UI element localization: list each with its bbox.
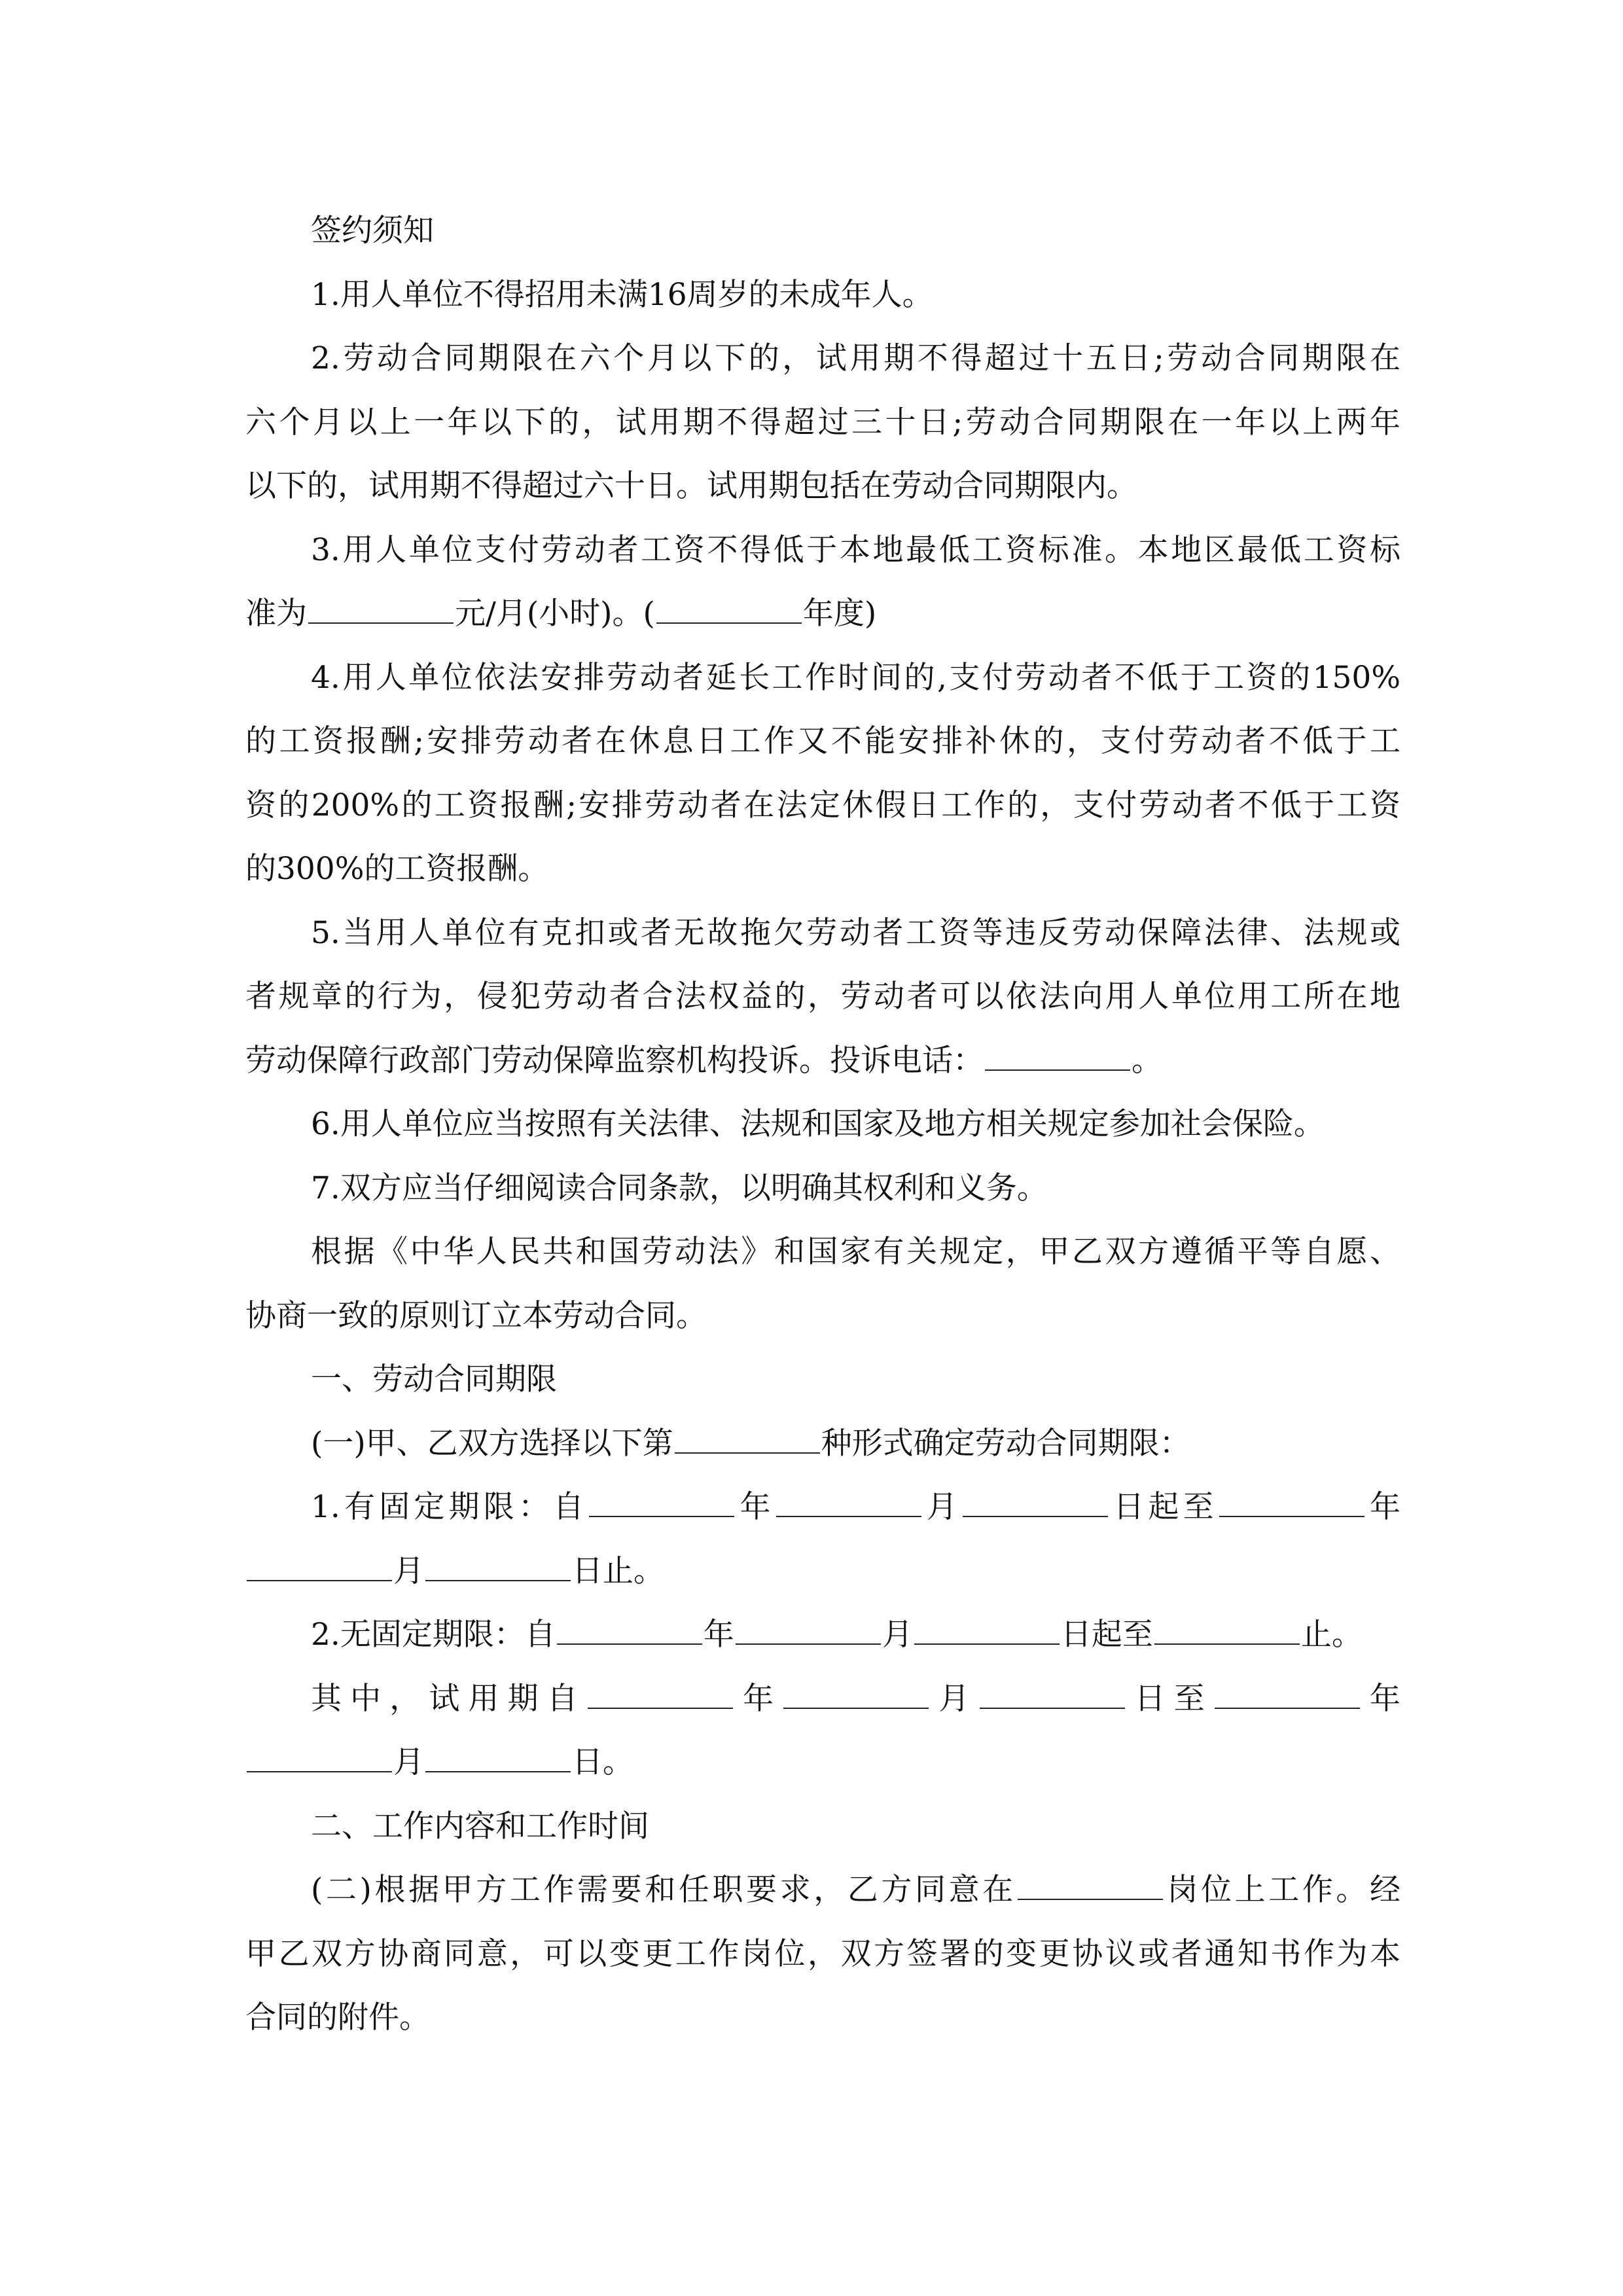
fill-in-blank[interactable]	[980, 1677, 1125, 1709]
text-segment: 年	[1361, 1680, 1401, 1717]
text-segment: 元/月(小时)。(	[455, 596, 655, 632]
fill-in-blank[interactable]	[985, 1039, 1130, 1071]
text-segment: 年	[734, 1680, 783, 1717]
text-segment: 二、工作内容和工作时间	[311, 1808, 649, 1844]
text-segment: 签约须知	[311, 213, 434, 249]
text-segment: 岗位上工作。经	[1164, 1872, 1401, 1908]
text-segment: 3.用人单位支付劳动者工资不得低于本地最低工资标准。本地区最低工资标	[311, 531, 1400, 568]
text-line	[245, 272, 1400, 336]
text-line	[245, 463, 1400, 528]
text-segment: 日止。	[572, 1552, 664, 1589]
fill-in-blank[interactable]	[783, 1677, 929, 1709]
text-line	[245, 910, 1400, 975]
text-line	[245, 1931, 1400, 1996]
text-line	[245, 1293, 1400, 1357]
text-segment: 日。	[572, 1744, 633, 1780]
fill-in-blank[interactable]	[736, 1613, 881, 1645]
text-segment: 4.用人单位依法安排劳动者延长工作时间的,支付劳动者不低于工资的150%	[311, 659, 1400, 696]
fill-in-blank[interactable]	[308, 592, 454, 624]
text-segment: 月	[882, 1617, 913, 1653]
text-line	[245, 1166, 1400, 1230]
text-line	[245, 528, 1400, 592]
text-segment: 资的200%的工资报酬;安排劳动者在法定休假日工作的，支付劳动者不低于工资	[245, 787, 1400, 823]
text-segment: 年度)	[802, 596, 877, 632]
text-line	[245, 1867, 1400, 1931]
text-line	[245, 1484, 1400, 1549]
text-segment: 合同的附件。	[245, 2000, 430, 2036]
text-segment: 种形式确定劳动合同期限：	[821, 1425, 1190, 1462]
text-segment: 甲乙双方协商同意，可以变更工作岗位，双方签署的变更协议或者通知书作为本	[245, 1935, 1400, 1972]
fill-in-blank[interactable]	[963, 1486, 1108, 1517]
fill-in-blank[interactable]	[914, 1613, 1060, 1645]
text-line	[245, 974, 1400, 1038]
fill-in-blank[interactable]	[1018, 1869, 1163, 1900]
text-segment: 劳动保障行政部门劳动保障监察机构投诉。投诉电话：	[245, 1042, 984, 1079]
fill-in-blank[interactable]	[557, 1613, 702, 1645]
text-segment: 6.用人单位应当按照有关法律、法规和国家及地方相关规定参加社会保险。	[311, 1106, 1325, 1142]
text-segment: 止。	[1300, 1617, 1363, 1653]
text-segment: 的300%的工资报酬。	[245, 851, 549, 887]
fill-in-blank[interactable]	[247, 1741, 392, 1772]
fill-in-blank[interactable]	[1154, 1613, 1300, 1645]
fill-in-blank[interactable]	[1215, 1677, 1360, 1709]
text-segment: 准为	[245, 596, 307, 632]
fill-in-blank[interactable]	[589, 1486, 734, 1517]
text-line	[245, 1357, 1400, 1421]
fill-in-blank[interactable]	[656, 592, 802, 624]
fill-in-blank[interactable]	[247, 1550, 392, 1581]
text-segment: 月	[393, 1552, 424, 1589]
text-line	[245, 719, 1400, 783]
text-segment: 2.劳动合同期限在六个月以下的，试用期不得超过十五日;劳动合同期限在	[311, 340, 1400, 376]
fill-in-blank[interactable]	[776, 1486, 921, 1517]
text-line	[245, 1995, 1400, 2059]
fill-in-blank[interactable]	[1219, 1486, 1364, 1517]
text-segment: 六个月以上一年以下的，试用期不得超过三十日;劳动合同期限在一年以上两年	[245, 404, 1400, 440]
text-segment: 5.当用人单位有克扣或者无故拖欠劳动者工资等违反劳动保障法律、法规或	[311, 914, 1400, 951]
text-line	[245, 846, 1400, 910]
text-segment: (一)甲、乙双方选择以下第	[311, 1425, 673, 1462]
text-segment: 7.双方应当仔细阅读合同条款，以明确其权利和义务。	[311, 1170, 1048, 1206]
text-segment: 的工资报酬;安排劳动者在休息日工作又不能安排补休的，支付劳动者不低于工	[245, 723, 1400, 759]
text-segment: 月	[922, 1489, 962, 1525]
text-segment: 者规章的行为，侵犯劳动者合法权益的，劳动者可以依法向用人单位用工所在地	[245, 978, 1400, 1014]
text-segment: 月	[930, 1680, 978, 1717]
text-segment: 日起至	[1060, 1617, 1153, 1653]
text-segment: 年	[703, 1617, 734, 1653]
text-segment: (二)根据甲方工作需要和任职要求，乙方同意在	[311, 1872, 1016, 1908]
text-segment: 根据《中华人民共和国劳动法》和国家有关规定，甲乙双方遵循平等自愿、	[311, 1234, 1400, 1270]
text-line	[245, 1038, 1400, 1102]
text-line	[245, 1804, 1400, 1868]
fill-in-blank[interactable]	[425, 1550, 571, 1581]
fill-in-blank[interactable]	[588, 1677, 733, 1709]
text-line	[245, 208, 1400, 272]
text-segment: 1.有固定期限：自	[311, 1489, 588, 1525]
text-segment: 。	[1132, 1042, 1162, 1079]
text-segment: 月	[393, 1744, 424, 1780]
text-line	[245, 400, 1400, 464]
text-line	[245, 1740, 1400, 1804]
text-line	[245, 1102, 1400, 1166]
text-line	[245, 1676, 1400, 1740]
text-line	[245, 783, 1400, 847]
text-line	[245, 655, 1400, 719]
text-line	[245, 1612, 1400, 1676]
text-segment: 其中，试用期自	[311, 1680, 586, 1717]
text-line	[245, 1549, 1400, 1613]
text-segment: 一、劳动合同期限	[311, 1361, 557, 1397]
text-segment: 2.无固定期限：自	[311, 1617, 556, 1653]
fill-in-blank[interactable]	[425, 1741, 571, 1772]
text-line	[245, 1421, 1400, 1485]
text-segment: 日至	[1126, 1680, 1213, 1717]
text-segment: 以下的，试用期不得超过六十日。试用期包括在劳动合同期限内。	[245, 468, 1137, 504]
text-segment: 协商一致的原则订立本劳动合同。	[245, 1297, 707, 1334]
text-line	[245, 1229, 1400, 1293]
contract-page	[245, 208, 1400, 2059]
text-segment: 1.用人单位不得招用未满16周岁的未成年人。	[311, 276, 933, 313]
text-segment: 年	[1365, 1489, 1401, 1525]
text-segment: 年	[736, 1489, 775, 1525]
fill-in-blank[interactable]	[675, 1422, 820, 1454]
text-line	[245, 591, 1400, 655]
text-line	[245, 336, 1400, 400]
text-segment: 日起至	[1109, 1489, 1218, 1525]
